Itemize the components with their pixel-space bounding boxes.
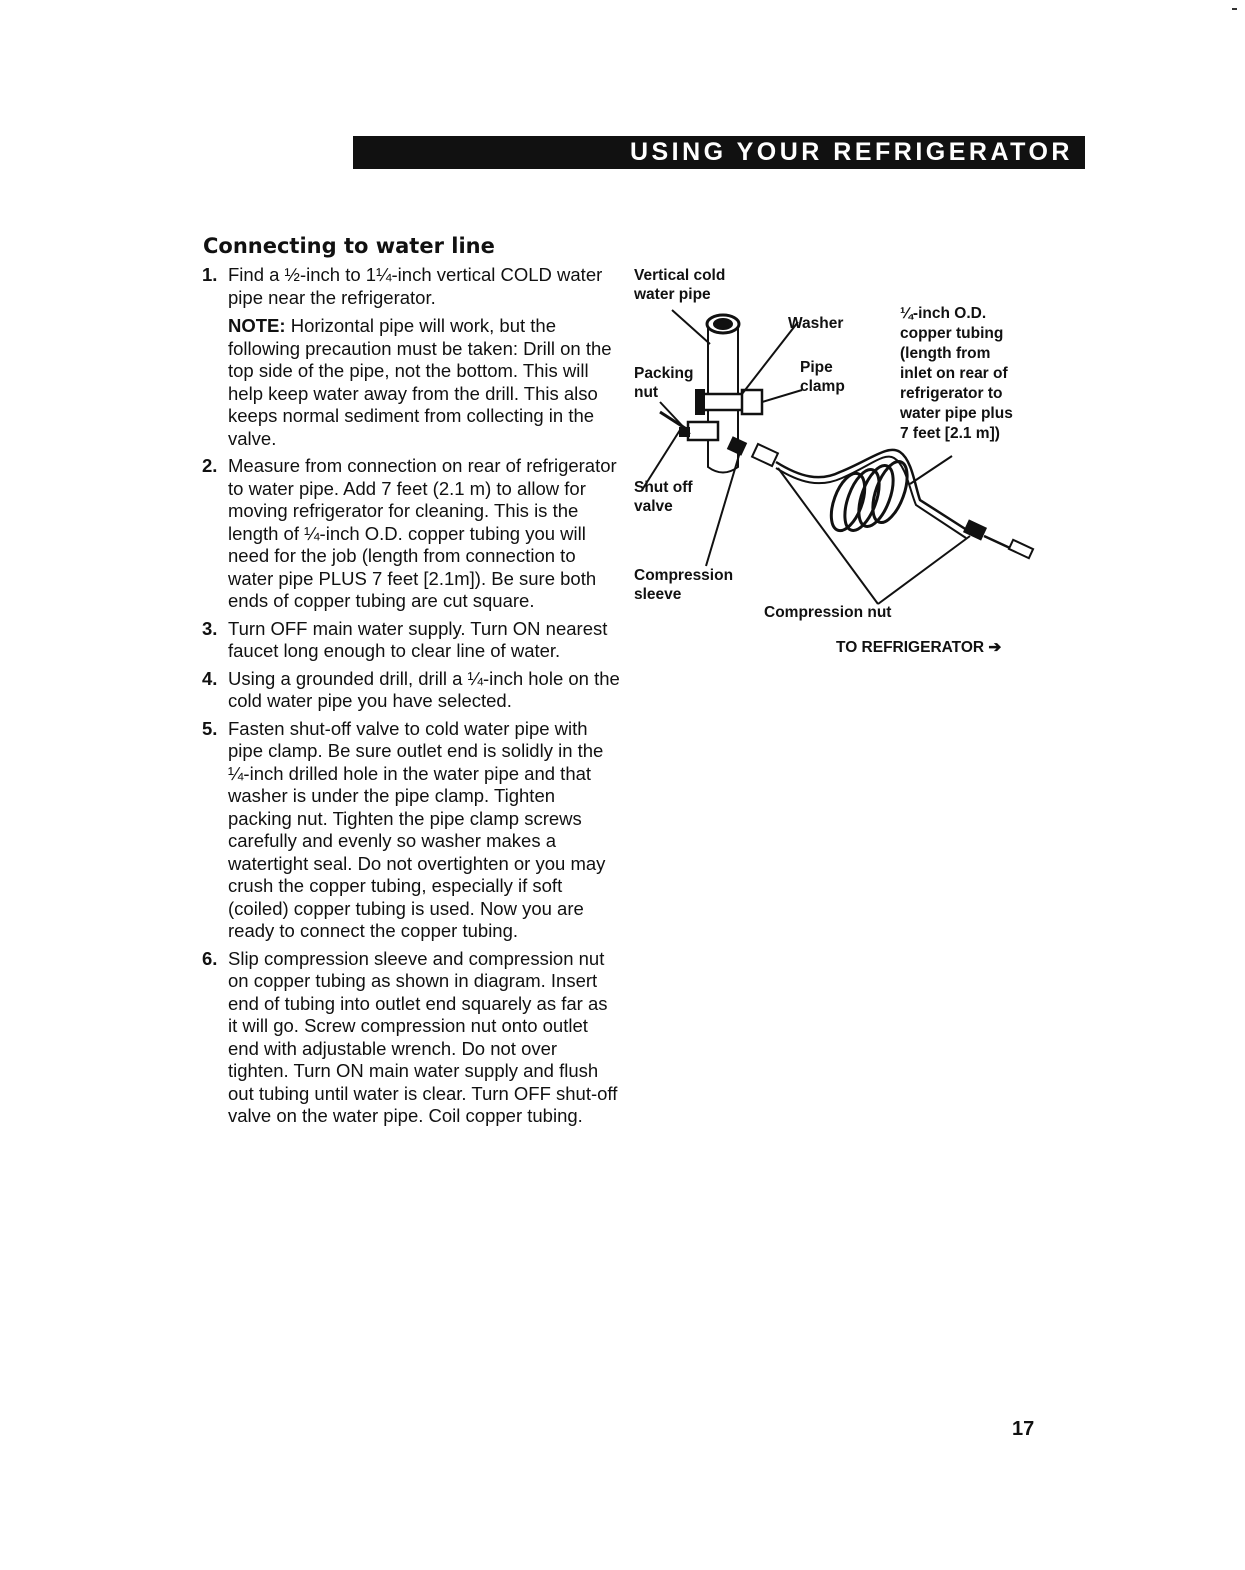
label-shutoff-valve	[634, 478, 693, 516]
step-1	[200, 264, 620, 450]
label-line: Vertical cold	[634, 267, 726, 284]
label-compression-sleeve	[634, 566, 733, 604]
step-5	[200, 718, 620, 943]
step-text: Turn OFF main water supply. Turn ON nearest faucet long enough to clear line of water.	[228, 617, 608, 661]
step-number: 2.	[202, 455, 218, 476]
label-line: 7 feet [2.1 m])	[900, 425, 1000, 442]
shutoff-valve-shape	[688, 422, 718, 440]
label-line: ¼-inch O.D.	[900, 305, 987, 322]
step-4	[200, 668, 620, 713]
label-line: refrigerator to	[900, 385, 1003, 402]
label-pipe-clamp	[800, 358, 845, 396]
label-to-refrigerator: TO REFRIGERATOR ➔	[836, 639, 1002, 656]
label-washer: Washer	[788, 315, 844, 332]
label-line: Pipe	[800, 359, 833, 376]
section-title: Connecting to water line	[203, 234, 495, 258]
label-compression-nut: Compression nut	[764, 604, 892, 621]
header-title: USING YOUR REFRIGERATOR	[629, 138, 1073, 166]
label-vertical-pipe	[634, 266, 725, 304]
label-line: inlet on rear of	[900, 365, 1008, 382]
section-header-bar	[353, 136, 1085, 169]
label-copper-tubing	[900, 304, 1013, 444]
note-label: NOTE:	[228, 315, 286, 336]
label-line: nut	[634, 384, 659, 401]
label-line: valve	[634, 498, 673, 515]
label-packing-nut	[634, 364, 693, 402]
step-number: 1.	[202, 264, 218, 285]
step-number: 3.	[202, 617, 218, 639]
step-note	[228, 315, 620, 450]
label-line: Shut off	[634, 479, 693, 496]
label-line: copper tubing	[900, 325, 1004, 342]
step-text: Fasten shut-off valve to cold water pipe with pipe clamp. Be sure outlet end is solidly in the ¼-inch drilled hole in the water pipe and that washer is under the pipe clamp. Tighten packing nut. Tighten the pipe clamp screws carefully and evenly so washer makes a watertight seal. Do not overtighten or you may crush the copper tubing, especially if soft (coiled) copper tubing is used. Now you are ready to connect the copper tubing.	[228, 717, 606, 941]
step-number: 6.	[202, 947, 218, 969]
step-number: 5.	[202, 717, 218, 739]
label-line: Compression	[634, 567, 734, 584]
step-number: 4.	[202, 667, 218, 689]
note-text: Horizontal pipe will work, but the following precaution must be taken: Drill on the top side of the pipe, not the bottom. This will help keep water away from the drill. This also keeps normal sediment from collecting in the valve.	[228, 315, 612, 449]
step-text: Slip compression sleeve and compression nut on copper tubing as shown in diagram. Insert end of tubing into outlet end squarely as far as it will go. Screw compression nut onto outlet end with adjustable wrench. Do not over tighten. Turn ON main water supply and flush out tubing until water is clear. Turn OFF shut-off valve on the water pipe. Coil copper tubing.	[228, 947, 618, 1126]
step-text: Find a ½-inch to 1¼-inch vertical COLD water pipe near the refrigerator.	[228, 264, 603, 308]
label-line: clamp	[800, 378, 845, 395]
pipe-clamp-shape	[702, 394, 744, 410]
label-line: (length from	[900, 345, 991, 362]
step-3	[200, 618, 620, 663]
step-6	[200, 948, 620, 1128]
page-number: 17	[1012, 1418, 1035, 1440]
instruction-steps	[200, 264, 620, 1133]
label-line: sleeve	[634, 586, 682, 603]
scan-mark	[1232, 8, 1237, 10]
step-2	[200, 455, 620, 613]
label-line: water pipe	[634, 286, 711, 303]
water-line-diagram	[630, 262, 1040, 662]
label-line: Packing	[634, 365, 694, 382]
step-text: Measure from connection on rear of refrigerator to water pipe. Add 7 feet (2.1 m) to allow for moving refrigerator for cleaning. This is the length of ¼-inch O.D. copper tubing you will need for the job (length from connection to water pipe PLUS 7 feet [2.1m]). Be sure both ends of copper tubing are cut square.	[228, 455, 617, 611]
label-line: water pipe plus	[900, 405, 1013, 422]
step-text: Using a grounded drill, drill a ¼-inch hole on the cold water pipe you have selected.	[228, 667, 620, 711]
